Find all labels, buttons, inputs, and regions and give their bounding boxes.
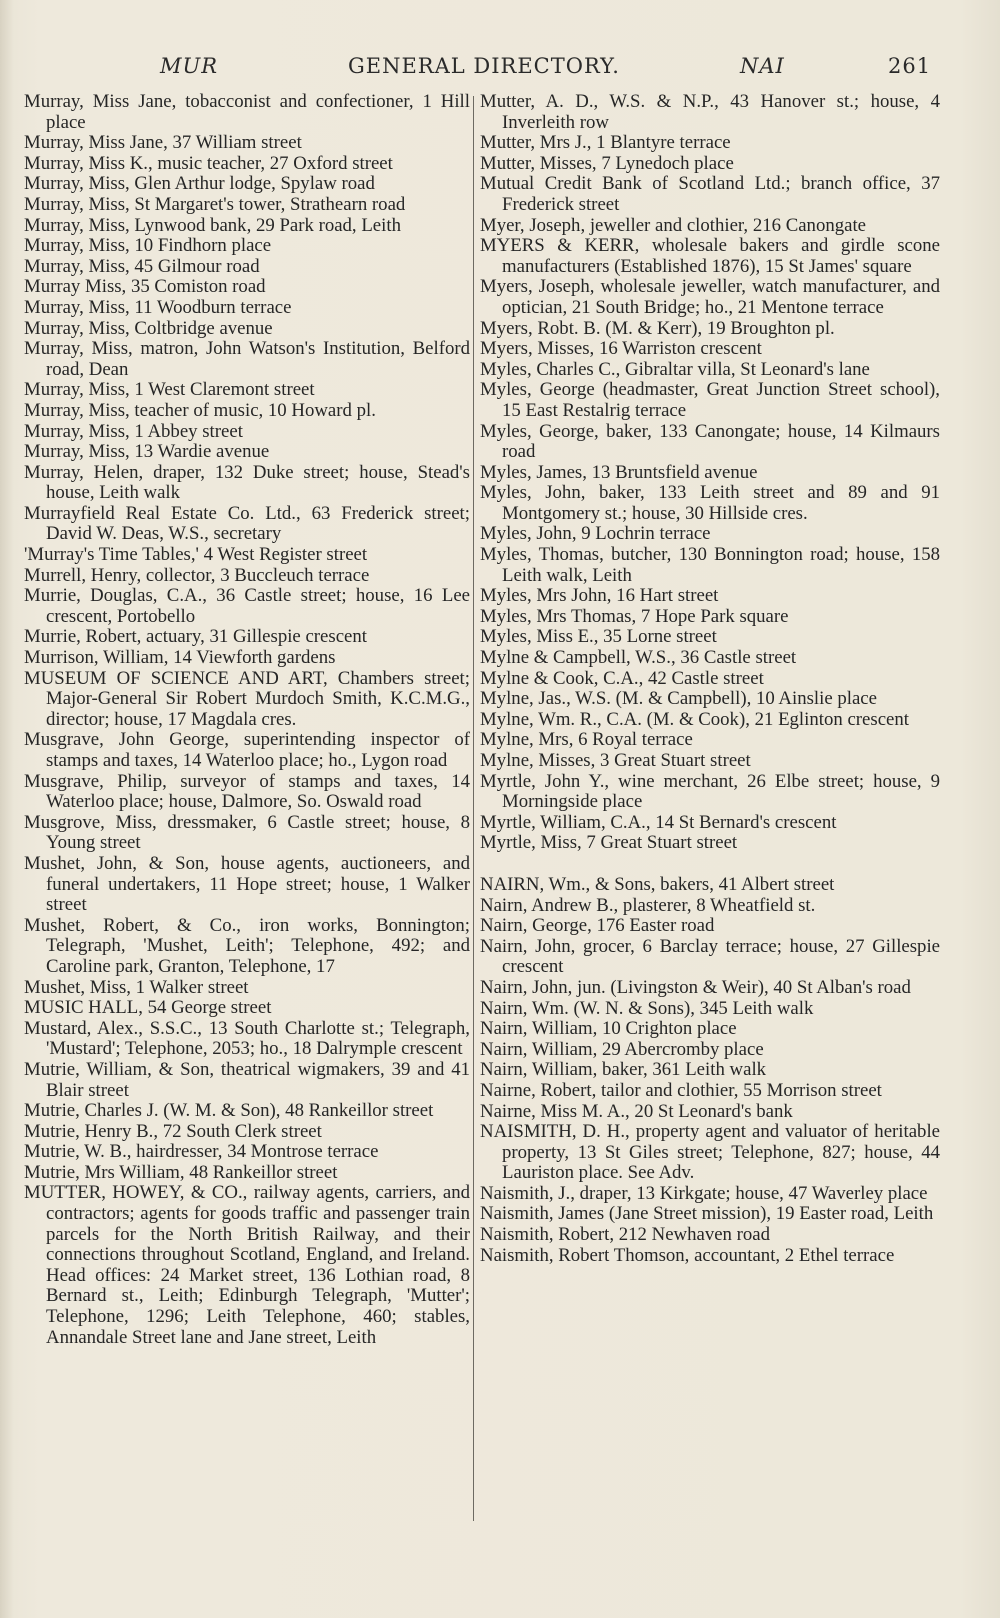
- list-item: Mylne & Cook, C.A., 42 Castle street: [480, 667, 764, 689]
- list-item: Mushet, John, & Son, house agents, auctioneers, and funeral undertakers, 11 Hope street; house, 1 Walker street: [24, 852, 470, 916]
- list-item: Mutrie, W. B., hairdresser, 34 Montrose terrace: [24, 1141, 379, 1163]
- list-item: Murray, Miss K., music teacher, 27 Oxford street: [24, 152, 393, 174]
- list-item: NAISMITH, D. H., property agent and valuator of heritable property, 13 St Giles street; Telephone, 827; house, 44 Lauriston place. See Adv.: [480, 1121, 940, 1184]
- section-gap: [480, 854, 940, 875]
- list-item: Mutrie, Charles J. (W. M. & Son), 48 Rankeillor street: [24, 1100, 434, 1122]
- list-item: Murray, Miss, 1 West Claremont street: [24, 379, 315, 401]
- list-item: Nairn, William, 29 Abercromby place: [480, 1038, 764, 1060]
- header-title: GENERAL DIRECTORY.: [348, 54, 620, 78]
- list-item: Murray, Miss, 13 Wardie avenue: [24, 441, 270, 463]
- list-item: Murray, Miss, 10 Findhorn place: [24, 235, 272, 257]
- list-item: MUSEUM OF SCIENCE AND ART, Chambers street; Major-General Sir Robert Murdoch Smith, K.C.M.G., director; house, 17 Magdala cres.: [24, 667, 470, 730]
- list-item: Nairn, William, baker, 361 Leith walk: [480, 1059, 767, 1081]
- page-number: 261: [888, 54, 932, 78]
- list-item: Musgrove, Miss, dressmaker, 6 Castle street; house, 8 Young street: [24, 811, 470, 854]
- list-item: Myles, James, 13 Bruntsfield avenue: [480, 461, 758, 483]
- list-item: Nairn, William, 10 Crighton place: [480, 1018, 737, 1040]
- list-item: Murray, Miss, Coltbridge avenue: [24, 317, 273, 339]
- list-item: Murrison, William, 14 Viewforth gardens: [24, 647, 336, 669]
- list-item: 'Murray's Time Tables,' 4 West Register street: [24, 544, 368, 566]
- list-item: Myles, George, baker, 133 Canongate; house, 14 Kilmaurs road: [480, 420, 940, 463]
- list-item: Myles, John, baker, 133 Leith street and 89 and 91 Montgomery st.; house, 30 Hillside cres.: [480, 482, 940, 524]
- list-item: Nairn, John, jun. (Livingston & Weir), 40 St Alban's road: [480, 976, 911, 998]
- list-item: Mylne, Misses, 3 Great Stuart street: [480, 750, 751, 771]
- list-item: Mushet, Miss, 1 Walker street: [24, 976, 249, 998]
- list-item: Mutter, A. D., W.S. & N.P., 43 Hanover st.; house, 4 Inverleith row: [480, 91, 940, 133]
- list-item: Murray, Miss, Lynwood bank, 29 Park road, Leith: [24, 214, 401, 236]
- list-item: Mutrie, William, & Son, theatrical wigmakers, 39 and 41 Blair street: [24, 1058, 470, 1101]
- list-item: Myles, John, 9 Lochrin terrace: [480, 523, 711, 545]
- list-item: Murrayfield Real Estate Co. Ltd., 63 Frederick street; David W. Deas, W.S., secretary: [24, 502, 470, 545]
- page-header: [160, 54, 940, 86]
- list-item: Mushet, Robert, & Co., iron works, Bonnington; Telegraph, 'Mushet, Leith'; Telephone, 492; and Caroline park, Granton, Telephone, 17: [24, 914, 470, 977]
- list-item: Naismith, Robert, 212 Newhaven road: [480, 1224, 770, 1246]
- list-item: Myers, Joseph, wholesale jeweller, watch manufacturer, and optician, 21 South Bridge; ho., 21 Mentone terrace: [480, 276, 940, 318]
- list-item: MUTTER, HOWEY, & CO., railway agents, carriers, and contractors; agents for goods traffic and passenger train parcels for the North British Railway, and their connections throughout Scotland, England, and Ireland. Head offices: 24 Market street, 136 Lothian road, 8 Bernard st., Leith; Edinburgh Telegraph, 'Mutter'; Telephone, 1296; Leith Telephone, 460; stables, Annandale Street lane and Jane street, Leith: [24, 1182, 470, 1348]
- list-item: Nairn, Andrew B., plasterer, 8 Wheatfield st.: [480, 894, 816, 916]
- list-item: Murray, Miss, 45 Gilmour road: [24, 255, 260, 277]
- list-item: Murray, Miss, St Margaret's tower, Strathearn road: [24, 193, 406, 215]
- list-item: Myrtle, William, C.A., 14 St Bernard's crescent: [480, 811, 837, 833]
- list-item: Nairn, John, grocer, 6 Barclay terrace; house, 27 Gillespie crescent: [480, 935, 940, 978]
- list-item: Murray, Helen, draper, 132 Duke street; house, Stead's house, Leith walk: [24, 461, 470, 504]
- list-item: NAIRN, Wm., & Sons, bakers, 41 Albert street: [480, 873, 835, 895]
- list-item: Mylne, Wm. R., C.A. (M. & Cook), 21 Eglinton crescent: [480, 708, 909, 730]
- list-item: Musgrave, Philip, surveyor of stamps and taxes, 14 Waterloo place; house, Dalmore, So. Oswald road: [24, 770, 470, 813]
- list-item: Myles, Miss E., 35 Lorne street: [480, 626, 717, 648]
- list-item: Nairn, George, 176 Easter road: [480, 915, 715, 937]
- list-item: Murrell, Henry, collector, 3 Buccleuch terrace: [24, 564, 370, 586]
- list-item: MYERS & KERR, wholesale bakers and girdle scone manufacturers (Established 1876), 15 St James' square: [480, 235, 940, 277]
- list-item: Nairn, Wm. (W. N. & Sons), 345 Leith walk: [480, 997, 814, 1019]
- list-item: Murrie, Douglas, C.A., 36 Castle street; house, 16 Lee crescent, Portobello: [24, 585, 470, 627]
- list-item: Nairne, Robert, tailor and clothier, 55 Morrison street: [480, 1079, 882, 1101]
- list-item: Naismith, J., draper, 13 Kirkgate; house, 47 Waverley place: [480, 1182, 928, 1204]
- list-item: Mutual Credit Bank of Scotland Ltd.; branch office, 37 Frederick street: [480, 173, 940, 215]
- list-item: Naismith, James (Jane Street mission), 19 Easter road, Leith: [480, 1203, 934, 1225]
- list-item: Myrtle, John Y., wine merchant, 26 Elbe street; house, 9 Morningside place: [480, 770, 940, 813]
- header-left-guide-word: MUR: [160, 54, 219, 78]
- column-divider: [473, 96, 474, 1521]
- list-item: Myles, George (headmaster, Great Junction Street school), 15 East Restalrig terrace: [480, 379, 940, 421]
- list-item: Myrtle, Miss, 7 Great Stuart street: [480, 832, 738, 854]
- list-item: Mylne & Campbell, W.S., 36 Castle street: [480, 647, 797, 669]
- right-column: [480, 92, 940, 1266]
- list-item: Murrie, Robert, actuary, 31 Gillespie crescent: [24, 626, 367, 648]
- list-item: MUSIC HALL, 54 George street: [24, 997, 272, 1019]
- list-item: Murray, Miss, Glen Arthur lodge, Spylaw road: [24, 173, 375, 195]
- list-item: Murray, Miss, 1 Abbey street: [24, 420, 243, 442]
- header-right-guide-word: NAI: [740, 54, 785, 78]
- list-item: Naismith, Robert Thomson, accountant, 2 Ethel terrace: [480, 1244, 895, 1266]
- list-item: Mylne, Mrs, 6 Royal terrace: [480, 729, 693, 751]
- list-item: Murray, Miss, matron, John Watson's Institution, Belford road, Dean: [24, 338, 470, 380]
- list-item: Mutter, Mrs J., 1 Blantyre terrace: [480, 132, 731, 154]
- list-item: Myer, Joseph, jeweller and clothier, 216 Canongate: [480, 214, 867, 236]
- list-item: Mustard, Alex., S.S.C., 13 South Charlotte st.; Telegraph, 'Mustard'; Telephone, 2053; ho., 18 Dalrymple crescent: [24, 1017, 470, 1060]
- list-item: Murray, Miss Jane, tobacconist and confectioner, 1 Hill place: [24, 91, 470, 133]
- list-item: Myles, Mrs John, 16 Hart street: [480, 585, 719, 607]
- list-item: Nairne, Miss M. A., 20 St Leonard's bank: [480, 1100, 793, 1122]
- list-item: Mutter, Misses, 7 Lynedoch place: [480, 152, 734, 174]
- left-column: [24, 92, 470, 1348]
- list-item: Mylne, Jas., W.S. (M. & Campbell), 10 Ainslie place: [480, 688, 877, 710]
- list-item: Murray, Miss, 11 Woodburn terrace: [24, 296, 292, 318]
- list-item: Myers, Misses, 16 Warriston crescent: [480, 338, 762, 360]
- list-item: Myers, Robt. B. (M. & Kerr), 19 Broughton pl.: [480, 317, 835, 339]
- list-item: Myles, Charles C., Gibraltar villa, St Leonard's lane: [480, 358, 870, 380]
- list-item: Musgrave, John George, superintending inspector of stamps and taxes, 14 Waterloo place; ho., Lygon road: [24, 729, 470, 771]
- list-item: Murray, Miss Jane, 37 William street: [24, 132, 302, 154]
- list-item: Myles, Thomas, butcher, 130 Bonnington road; house, 158 Leith walk, Leith: [480, 544, 940, 586]
- list-item: Mutrie, Mrs William, 48 Rankeillor street: [24, 1161, 338, 1183]
- list-item: Murray Miss, 35 Comiston road: [24, 276, 266, 298]
- list-item: Murray, Miss, teacher of music, 10 Howard pl.: [24, 399, 376, 421]
- list-item: Myles, Mrs Thomas, 7 Hope Park square: [480, 605, 789, 627]
- list-item: Mutrie, Henry B., 72 South Clerk street: [24, 1120, 322, 1142]
